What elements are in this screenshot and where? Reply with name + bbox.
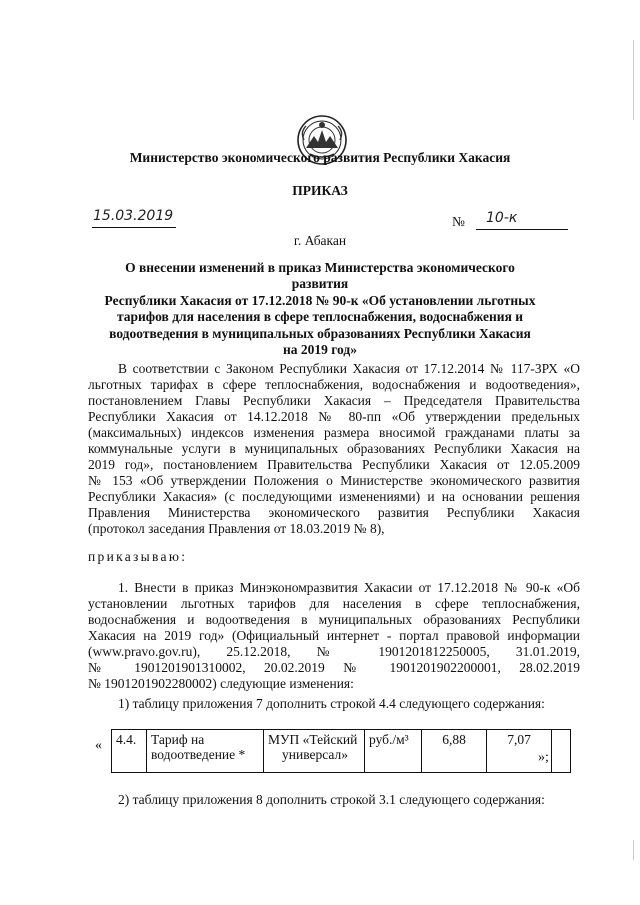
preamble-line: В соответствии с Законом Республики Хакасия от 17.12.2014 № 117-ЗРХ «О [118, 361, 580, 376]
heading-line: на 2019 год» [282, 342, 357, 358]
row-number: 4.4. [112, 730, 147, 773]
table-open-quote: « [95, 738, 102, 753]
unit-cell: руб./м³ [365, 730, 422, 773]
order-word: приказываю: [88, 549, 188, 564]
ministry-name: Министерство экономического развития Республики Хакасия [129, 150, 511, 165]
preamble-line: Правления Министерства экономического развития Республики Хакасия [88, 505, 580, 520]
item-line: водоснабжения и водоотведения в муниципальных образованиях Республики [88, 612, 580, 627]
preamble-line: 2019 год», постановлением Правительства Республики Хакасия от 12.05.2009 [88, 457, 580, 472]
preamble-line: коммунальные услуги в муниципальных образованиях Республики Хакасия на [88, 441, 580, 456]
item-line: (www.pravo.gov.ru), 25.12.2018, № 1901201812250005, 31.01.2019, [88, 644, 580, 659]
preamble-line: Республики Хакасия» (с последующими изменениями) и на основании решения [88, 489, 580, 504]
item-line: установлении льготных тарифов для населения в сфере теплоснабжения, [88, 596, 580, 611]
item-line: Хакасия на 2019 год» (Официальный интернет - портал правовой информации [88, 628, 580, 643]
scan-edge-mark [633, 840, 634, 860]
heading-line: Республики Хакасия от 17.12.2018 № 90-к «Об установлении льготных [104, 292, 536, 308]
preamble-line: постановлением Главы Республики Хакасия – Председателя Правительства [88, 393, 580, 408]
preamble-line: № 153 «Об утверждении Положения о Министерстве экономического развития [88, 473, 580, 488]
subitem-2: 2) таблицу приложения 8 дополнить строкой 3.1 следующего содержания: [118, 792, 545, 807]
subitem-1: 1) таблицу приложения 7 дополнить строкой 4.4 следующего содержания: [118, 696, 545, 711]
document-type: ПРИКАЗ [292, 183, 348, 198]
table-close-quote: »; [538, 750, 549, 765]
number-underline [476, 229, 568, 230]
item-line: 1. Внести в приказ Минэкономразвития Хакасии от 17.12.2018 № 90-к «Об [118, 580, 580, 595]
city: г. Абакан [293, 233, 347, 248]
table-row [112, 730, 571, 773]
preamble-line: Республики Хакасия от 14.12.2018 № 80-пп «Об утверждении предельных [88, 409, 580, 424]
heading-line: О внесении изменений в приказ Министерства экономического развития [125, 260, 515, 292]
organization-line: МУП «Тейский [268, 732, 358, 747]
heading-line: тарифов для населения в сфере теплоснабжения, водоснабжения и [116, 309, 524, 325]
order-heading [98, 260, 542, 358]
order-date: 15.03.2019 [93, 208, 174, 224]
item-line: № 1901201902280002) следующие изменения: [88, 676, 354, 691]
order-number: 10-к [486, 210, 518, 226]
heading-line: водоотведения в муниципальных образованиях Республики Хакасия [109, 325, 531, 341]
organization-cell [264, 730, 365, 773]
date-underline [92, 227, 176, 228]
empty-cell [552, 730, 571, 773]
tariff-name-cell [147, 730, 264, 773]
organization-line: универсал» [282, 747, 348, 762]
preamble-line: льготных тарифах в сфере теплоснабжения, водоснабжения и водоотведения», [88, 377, 580, 392]
tariff-name-line: Тариф на [151, 732, 205, 747]
tariff-name-line: водоотведение * [151, 747, 246, 762]
tariff-table [111, 729, 571, 773]
item-line: № 1901201901310002, 20.02.2019 № 1901201902200001, 28.02.2019 [88, 660, 580, 675]
order-number-label: № [452, 214, 465, 229]
preamble-line: (максимальных) индексов изменения размера вносимой гражданами платы за [88, 425, 580, 440]
value-cell: 6,88 [422, 730, 487, 773]
value-cell: 7,07 [487, 730, 552, 773]
scan-edge-mark [633, 40, 634, 120]
preamble-line: (протокол заседания Правления от 18.03.2019 № 8), [88, 521, 385, 536]
